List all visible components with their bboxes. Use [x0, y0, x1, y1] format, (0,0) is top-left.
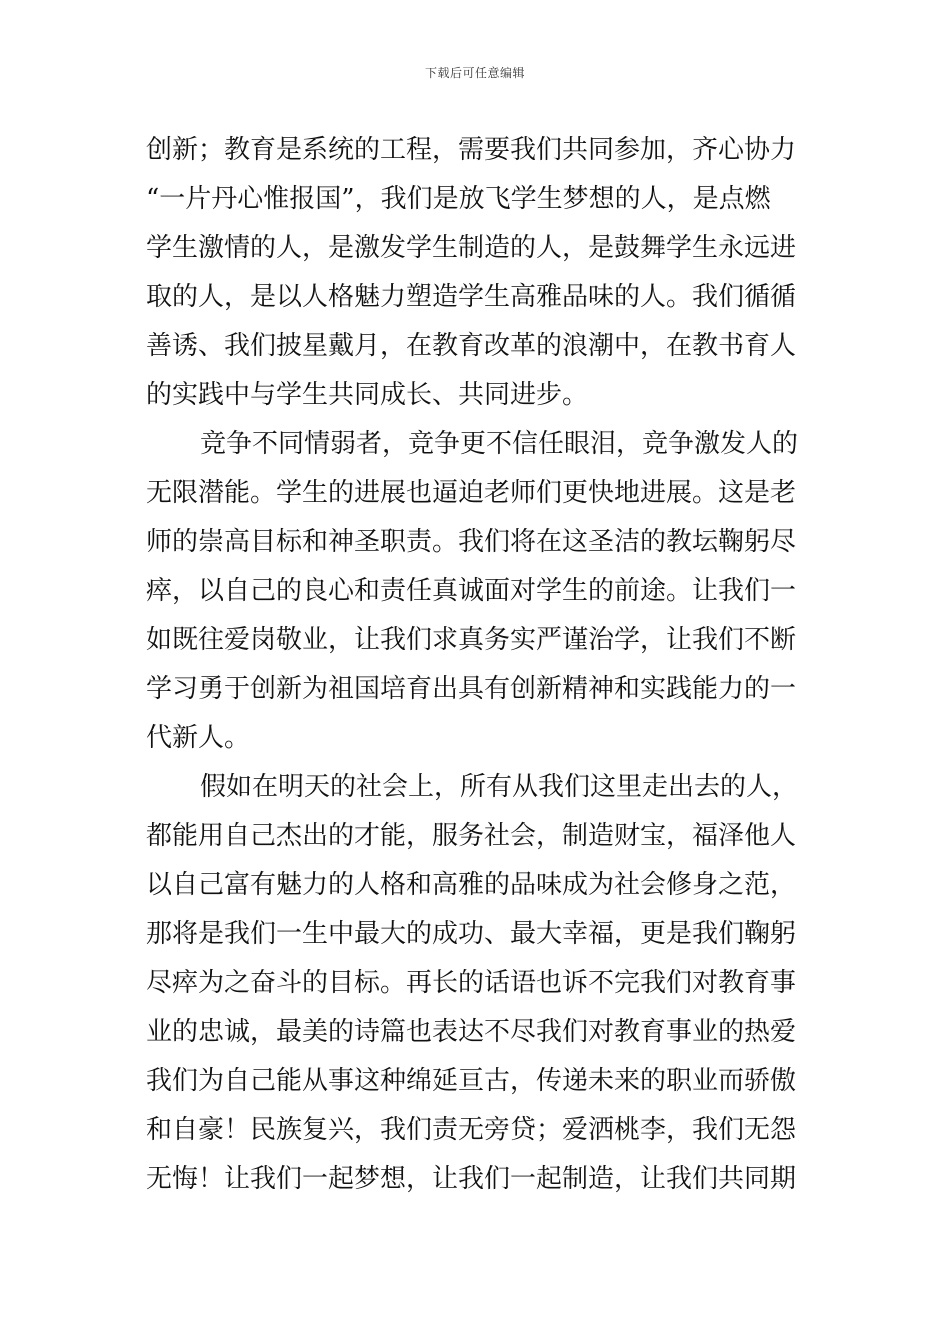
text-line: 师的崇高目标和神圣职责。我们将在这圣洁的教坛鞠躬尽 — [146, 527, 797, 557]
text-line: 学习勇于创新为祖国培育出具有创新精神和实践能力的一 — [146, 674, 797, 704]
text-line: “一片丹心惟报国”，我们是放飞学生梦想的人，是点燃 — [146, 184, 771, 214]
text-line: 以自己富有魅力的人格和高雅的品味成为社会修身之范， — [146, 870, 797, 900]
text-line: 尽瘁为之奋斗的目标。再长的话语也诉不完我们对教育事 — [146, 968, 797, 998]
text-line: 那将是我们一生中最大的成功、最大幸福，更是我们鞠躬 — [146, 919, 797, 949]
text-line: 我们为自己能从事这种绵延亘古，传递未来的职业而骄傲 — [146, 1066, 797, 1096]
text-line: 都能用自己杰出的才能，服务社会，制造财宝，福泽他人 — [146, 821, 797, 851]
text-line: 善诱、我们披星戴月，在教育改革的浪潮中，在教书育人 — [146, 331, 797, 361]
header-note: 下载后可任意编辑 — [424, 66, 525, 80]
text-line: 学生激情的人，是激发学生制造的人，是鼓舞学生永远进 — [146, 233, 797, 263]
text-line: 无限潜能。学生的进展也逼迫老师们更快地进展。这是老 — [146, 478, 797, 508]
text-line: 代新人。 — [146, 723, 251, 753]
text-line: 和自豪！民族复兴，我们责无旁贷；爱洒桃李，我们无怨 — [146, 1115, 797, 1145]
paragraph-first-line: 竞争不同情弱者，竞争更不信任眼泪，竞争激发人的 — [200, 429, 799, 459]
text-line: 瘁，以自己的良心和责任真诚面对学生的前途。让我们一 — [146, 576, 797, 606]
text-line: 业的忠诚，最美的诗篇也表达不尽我们对教育事业的热爱 — [146, 1017, 797, 1047]
text-line: 无悔！让我们一起梦想，让我们一起制造，让我们共同期 — [146, 1164, 797, 1194]
text-line: 创新；教育是系统的工程，需要我们共同参加，齐心协力 — [146, 135, 797, 165]
text-line: 取的人，是以人格魅力塑造学生高雅品味的人。我们循循 — [146, 282, 797, 312]
text-line: 的实践中与学生共同成长、共同进步。 — [146, 380, 589, 410]
text-line: 如既往爱岗敬业，让我们求真务实严谨治学，让我们不断 — [146, 625, 797, 655]
body-text — [146, 126, 810, 1204]
paragraph-first-line: 假如在明天的社会上，所有从我们这里走出去的人， — [200, 772, 799, 802]
